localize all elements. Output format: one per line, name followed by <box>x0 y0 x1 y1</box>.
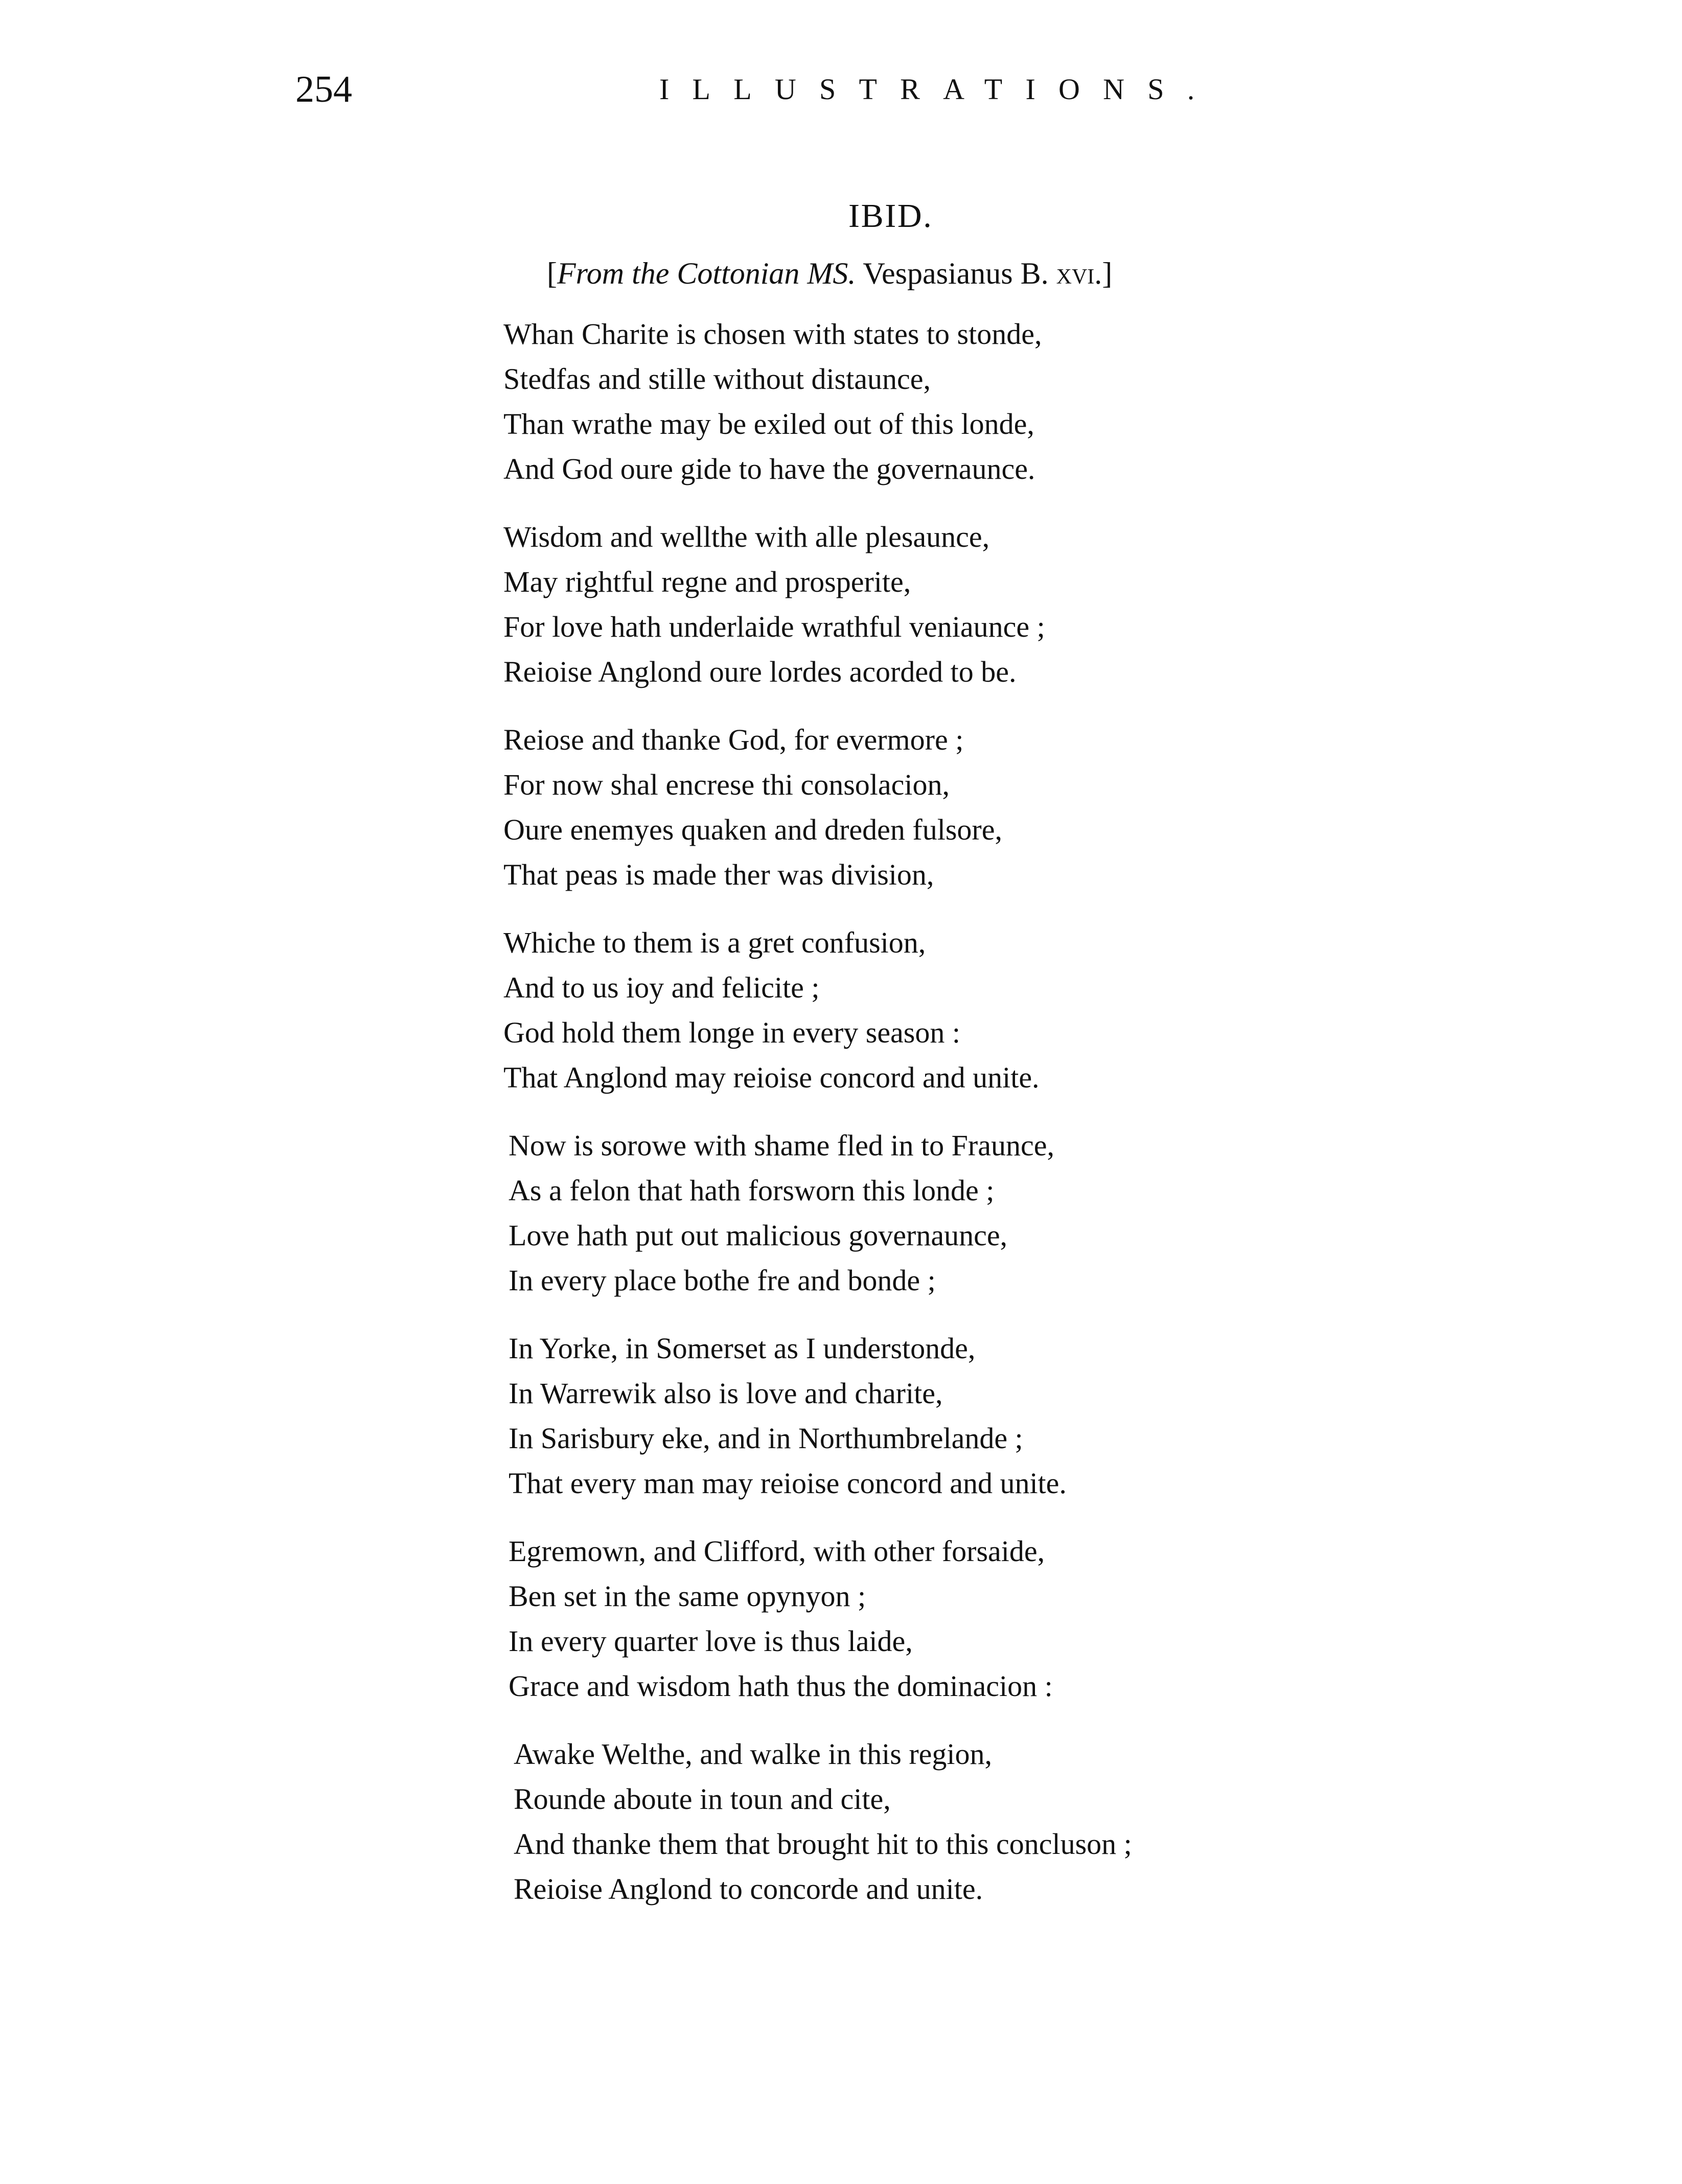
poem-line: Stedfas and stille without distaunce, <box>503 362 931 396</box>
poem-line: God hold them longe in every season : <box>503 1016 960 1049</box>
poem <box>503 312 1372 1935</box>
poem-line: Reioise Anglond to concorde and unite. <box>514 1872 983 1906</box>
manuscript-source <box>547 250 1112 296</box>
poem-line: In Sarisbury eke, and in Northumbrelande ; <box>509 1422 1023 1455</box>
poem-line: Grace and wisdom hath thus the dominacion : <box>509 1669 1053 1703</box>
poem-line: Egremown, and Clifford, with other forsaide, <box>509 1535 1045 1568</box>
poem-line: Love hath put out malicious governaunce, <box>509 1219 1008 1252</box>
stanza <box>503 1326 1372 1506</box>
source-numeral: xvi. <box>1056 257 1102 290</box>
poem-line: That every man may reioise concord and unite. <box>509 1467 1067 1500</box>
stanza <box>503 1732 1372 1912</box>
poem-line: For love hath underlaide wrathful veniaunce ; <box>503 610 1045 643</box>
poem-line: In every place bothe fre and bonde ; <box>509 1264 936 1297</box>
stanza <box>503 920 1372 1100</box>
stanza <box>503 717 1372 897</box>
poem-line: Than wrathe may be exiled out of this londe, <box>503 407 1034 440</box>
poem-line: As a felon that hath forsworn this londe ; <box>509 1174 995 1207</box>
source-shelfmark: Vespasianus B. <box>856 257 1056 290</box>
section-title: IBID. <box>848 197 933 235</box>
poem-line: For now shal encrese thi consolacion, <box>503 768 950 801</box>
poem-line: Awake Welthe, and walke in this region, <box>514 1737 993 1771</box>
poem-line: In every quarter love is thus laide, <box>509 1624 913 1658</box>
poem-line: And to us ioy and felicite ; <box>503 971 820 1004</box>
poem-line: Wisdom and wellthe with alle plesaunce, <box>503 520 990 553</box>
page-number: 254 <box>295 68 352 110</box>
stanza <box>503 1123 1372 1303</box>
poem-line: And thanke them that brought hit to this concluson ; <box>514 1827 1132 1861</box>
poem-line: Reioise Anglond oure lordes acorded to be. <box>503 655 1017 688</box>
poem-line: And God oure gide to have the governaunce. <box>503 452 1035 485</box>
poem-line: Now is sorowe with shame fled in to Fraunce, <box>509 1129 1054 1162</box>
source-open-bracket: [ <box>547 257 557 290</box>
stanza <box>503 1529 1372 1709</box>
poem-line: Whiche to them is a gret confusion, <box>503 926 926 959</box>
running-head: ILLUSTRATIONS. <box>659 73 1218 106</box>
source-collection: From the Cottonian MS. <box>557 257 856 290</box>
source-close-bracket: ] <box>1102 257 1113 290</box>
poem-line: Oure enemyes quaken and dreden fulsore, <box>503 813 1002 846</box>
poem-line: In Warrewik also is love and charite, <box>509 1377 943 1410</box>
poem-line: That Anglond may reioise concord and unite. <box>503 1061 1040 1094</box>
poem-line: Whan Charite is chosen with states to stonde, <box>503 317 1042 351</box>
stanza <box>503 312 1372 492</box>
poem-line: Reiose and thanke God, for evermore ; <box>503 723 964 756</box>
poem-line: Ben set in the same opynyon ; <box>509 1579 866 1613</box>
poem-line: May rightful regne and prosperite, <box>503 565 911 598</box>
page-header <box>0 61 1682 118</box>
poem-line: In Yorke, in Somerset as I understonde, <box>509 1332 976 1365</box>
poem-line: That peas is made ther was division, <box>503 858 934 891</box>
poem-line: Rounde aboute in toun and cite, <box>514 1782 891 1816</box>
stanza <box>503 515 1372 694</box>
